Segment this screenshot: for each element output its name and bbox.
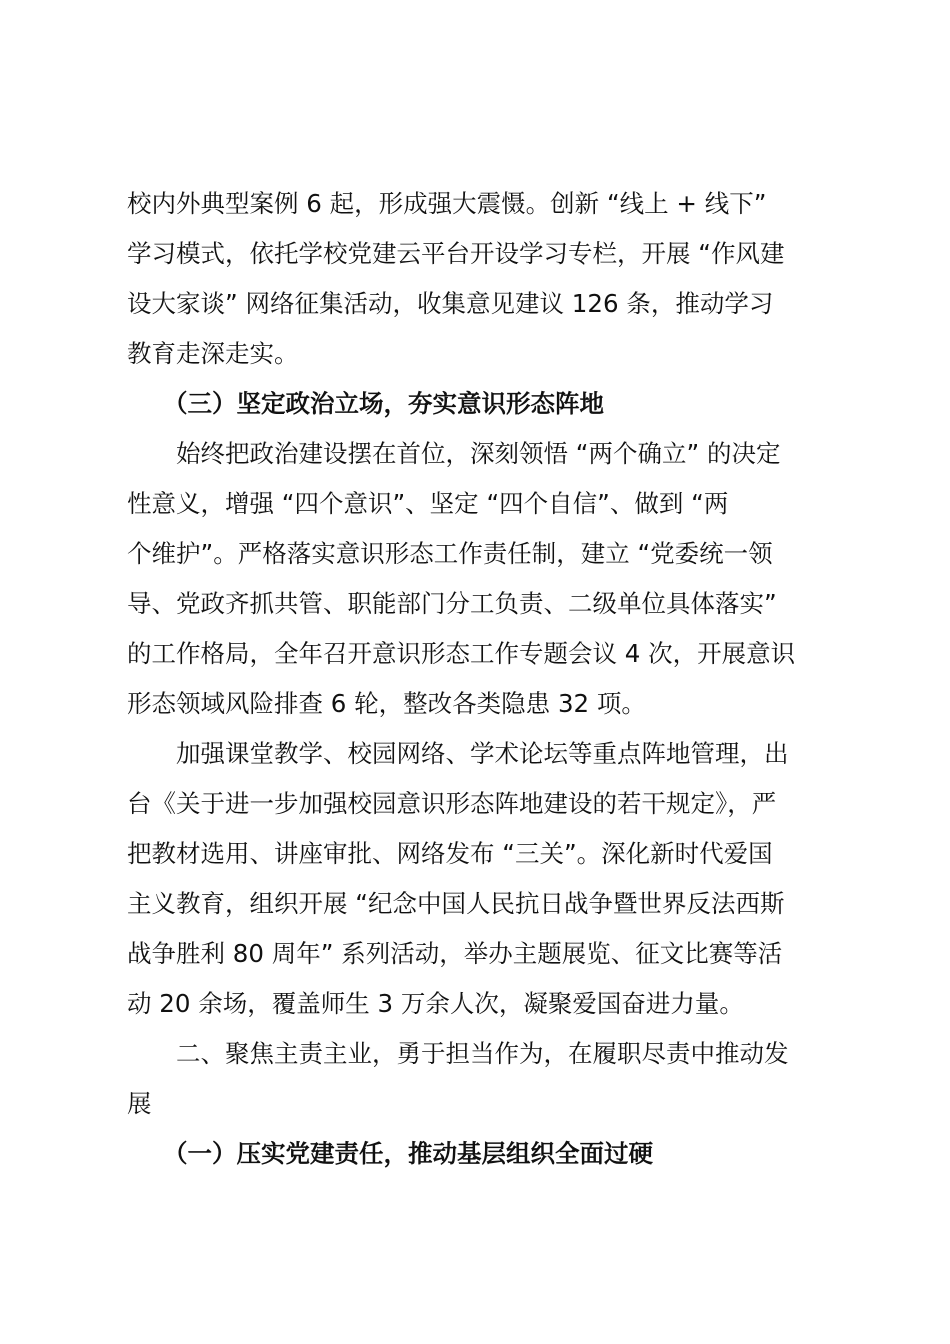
text-line: 个维护”。严格落实意识形态工作责任制，建立 “党委统一领 <box>127 539 773 568</box>
text-line: 把教材选用、讲座审批、网络发布 “三关”。深化新时代爱国 <box>127 839 773 868</box>
text-line: 战争胜利 80 周年” 系列活动，举办主题展览、征文比赛等活 <box>127 939 783 968</box>
section-heading-text: 二、聚焦主责主业，勇于担当作为，在履职尽责中推动发 <box>176 1039 789 1068</box>
document-page <box>127 179 833 1179</box>
text-line: 始终把政治建设摆在首位，深刻领悟 “两个确立” 的决定 <box>176 439 781 468</box>
text-line: 教育走深走实。 <box>127 339 299 368</box>
section-heading-text: 展 <box>127 1089 152 1118</box>
text-line: 加强课堂教学、校园网络、学术论坛等重点阵地管理，出 <box>176 739 789 768</box>
text-line: 性意义，增强 “四个意识”、坚定 “四个自信”、做到 “两 <box>127 489 729 518</box>
text-line: 动 20 余场，覆盖师生 3 万余人次，凝聚爱国奋进力量。 <box>127 989 744 1018</box>
text-line: 设大家谈” 网络征集活动，收集意见建议 126 条，推动学习 <box>127 289 774 318</box>
subheading-three <box>127 379 833 429</box>
paragraph-political-building <box>127 429 833 729</box>
subheading-one <box>127 1129 833 1179</box>
subheading-text: （一）压实党建责任，推动基层组织全面过硬 <box>163 1139 653 1168</box>
text-line: 的工作格局，全年召开意识形态工作专题会议 4 次，开展意识 <box>127 639 796 668</box>
text-line: 学习模式，依托学校党建云平台开设学习专栏，开展 “作风建 <box>127 239 785 268</box>
text-line: 主义教育，组织开展 “纪念中国人民抗日战争暨世界反法西斯 <box>127 889 785 918</box>
subheading-text: （三）坚定政治立场，夯实意识形态阵地 <box>163 389 604 418</box>
text-line: 台《关于进一步加强校园意识形态阵地建设的若干规定》，严 <box>127 789 777 818</box>
section-heading-two <box>127 1029 833 1129</box>
paragraph-continuation <box>127 179 833 379</box>
text-line: 导、党政齐抓共管、职能部门分工负责、二级单位具体落实” <box>127 589 777 618</box>
paragraph-position-management <box>127 729 833 1029</box>
text-line: 形态领域风险排查 6 轮，整改各类隐患 32 项。 <box>127 689 646 718</box>
text-line: 校内外典型案例 6 起，形成强大震慑。创新 “线上 + 线下” <box>127 189 767 218</box>
